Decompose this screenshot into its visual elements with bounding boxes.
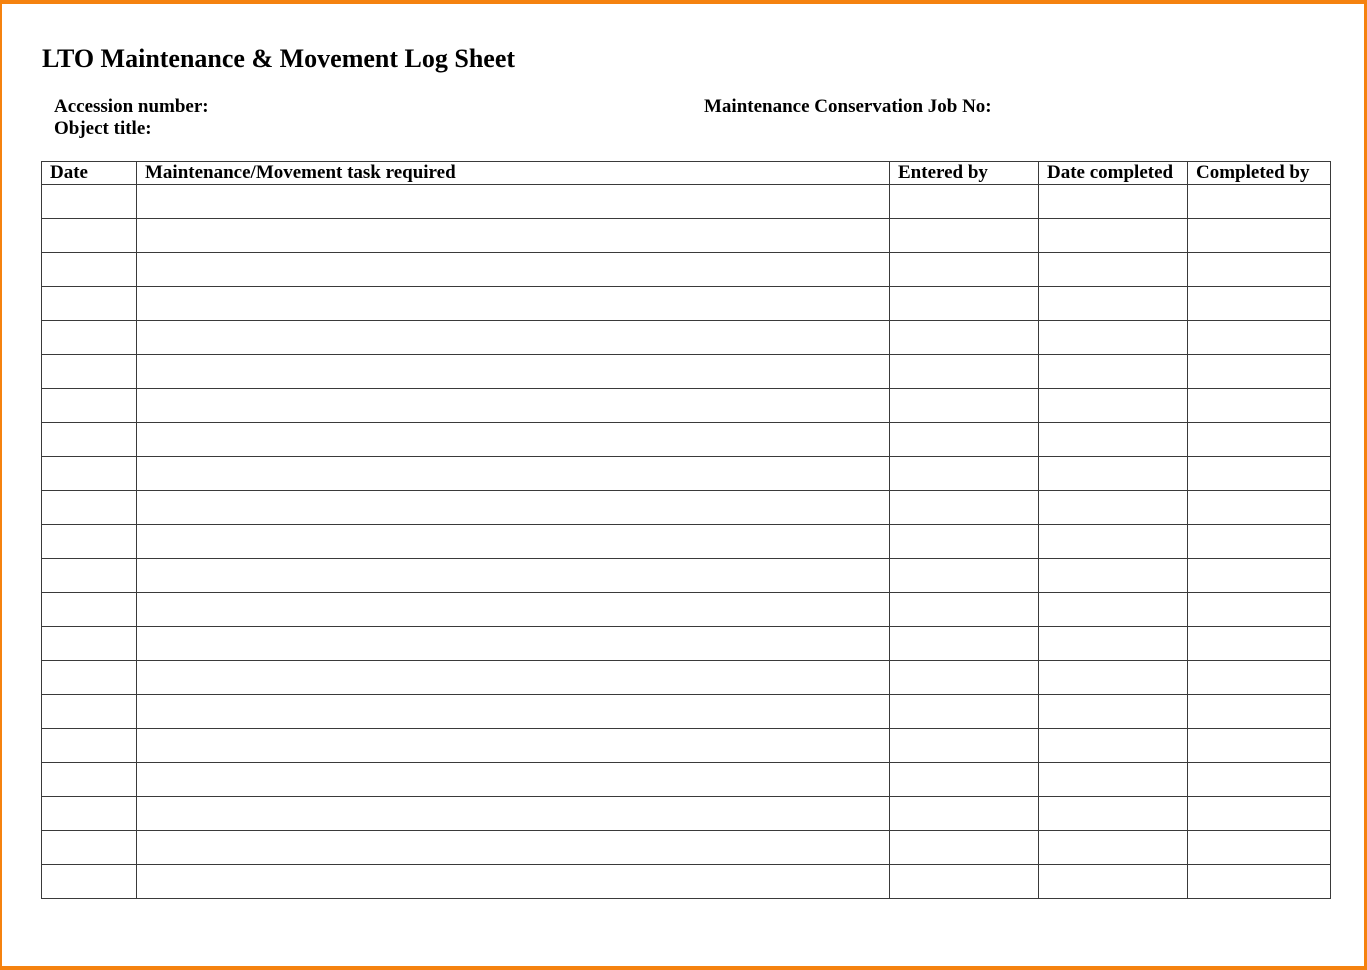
cell-date-completed[interactable] [1039,729,1188,763]
cell-date-completed[interactable] [1039,695,1188,729]
cell-date[interactable] [42,593,137,627]
cell-completed-by[interactable] [1188,661,1331,695]
cell-entered-by[interactable] [890,423,1039,457]
cell-completed-by[interactable] [1188,457,1331,491]
cell-task[interactable] [137,763,890,797]
cell-task[interactable] [137,253,890,287]
accession-number-label: Accession number: [54,96,209,117]
cell-completed-by[interactable] [1188,763,1331,797]
cell-completed-by[interactable] [1188,797,1331,831]
cell-entered-by[interactable] [890,627,1039,661]
cell-task[interactable] [137,661,890,695]
cell-date[interactable] [42,219,137,253]
cell-date[interactable] [42,185,137,219]
cell-entered-by[interactable] [890,287,1039,321]
cell-entered-by[interactable] [890,525,1039,559]
table-row [42,763,1331,797]
table-row [42,865,1331,899]
cell-date[interactable] [42,559,137,593]
cell-date-completed[interactable] [1039,321,1188,355]
cell-entered-by[interactable] [890,219,1039,253]
cell-entered-by[interactable] [890,797,1039,831]
table-row [42,797,1331,831]
cell-date[interactable] [42,423,137,457]
cell-date-completed[interactable] [1039,219,1188,253]
cell-date-completed[interactable] [1039,661,1188,695]
cell-completed-by[interactable] [1188,321,1331,355]
log-table-body [42,185,1331,899]
job-number-label: Maintenance Conservation Job No: [704,96,992,117]
cell-date-completed[interactable] [1039,627,1188,661]
cell-completed-by[interactable] [1188,525,1331,559]
table-row [42,729,1331,763]
cell-completed-by[interactable] [1188,729,1331,763]
cell-date[interactable] [42,491,137,525]
column-header-date: Date [42,162,137,185]
table-row [42,253,1331,287]
cell-entered-by[interactable] [890,185,1039,219]
cell-completed-by[interactable] [1188,185,1331,219]
table-row [42,559,1331,593]
cell-date-completed[interactable] [1039,389,1188,423]
cell-date-completed[interactable] [1039,185,1188,219]
cell-completed-by[interactable] [1188,695,1331,729]
column-header-date-completed: Date completed [1039,162,1188,185]
cell-task[interactable] [137,525,890,559]
column-header-entered-by: Entered by [890,162,1039,185]
cell-date-completed[interactable] [1039,423,1188,457]
table-row [42,321,1331,355]
cell-task[interactable] [137,219,890,253]
cell-entered-by[interactable] [890,253,1039,287]
cell-date[interactable] [42,457,137,491]
cell-completed-by[interactable] [1188,389,1331,423]
cell-entered-by[interactable] [890,389,1039,423]
cell-entered-by[interactable] [890,355,1039,389]
cell-completed-by[interactable] [1188,491,1331,525]
cell-entered-by[interactable] [890,457,1039,491]
table-row [42,423,1331,457]
cell-date-completed[interactable] [1039,797,1188,831]
cell-date-completed[interactable] [1039,491,1188,525]
cell-date-completed[interactable] [1039,865,1188,899]
cell-task[interactable] [137,797,890,831]
cell-date-completed[interactable] [1039,287,1188,321]
cell-date[interactable] [42,253,137,287]
table-row [42,695,1331,729]
table-row [42,525,1331,559]
cell-date[interactable] [42,525,137,559]
cell-completed-by[interactable] [1188,287,1331,321]
cell-date[interactable] [42,355,137,389]
cell-task[interactable] [137,389,890,423]
cell-date-completed[interactable] [1039,525,1188,559]
table-row [42,287,1331,321]
cell-task[interactable] [137,423,890,457]
cell-entered-by[interactable] [890,593,1039,627]
cell-date-completed[interactable] [1039,763,1188,797]
cell-task[interactable] [137,185,890,219]
cell-completed-by[interactable] [1188,253,1331,287]
table-row [42,219,1331,253]
cell-date[interactable] [42,695,137,729]
cell-task[interactable] [137,627,890,661]
cell-date[interactable] [42,831,137,865]
table-row [42,593,1331,627]
cell-task[interactable] [137,287,890,321]
cell-date-completed[interactable] [1039,593,1188,627]
table-row [42,627,1331,661]
cell-completed-by[interactable] [1188,593,1331,627]
cell-task[interactable] [137,593,890,627]
table-row [42,661,1331,695]
cell-date-completed[interactable] [1039,253,1188,287]
cell-date[interactable] [42,627,137,661]
table-row [42,491,1331,525]
table-row [42,355,1331,389]
cell-task[interactable] [137,831,890,865]
cell-task[interactable] [137,491,890,525]
cell-task[interactable] [137,355,890,389]
cell-date[interactable] [42,287,137,321]
cell-task[interactable] [137,559,890,593]
table-row [42,457,1331,491]
cell-completed-by[interactable] [1188,865,1331,899]
cell-task[interactable] [137,321,890,355]
cell-date-completed[interactable] [1039,831,1188,865]
cell-completed-by[interactable] [1188,219,1331,253]
table-row [42,831,1331,865]
cell-entered-by[interactable] [890,661,1039,695]
cell-task[interactable] [137,729,890,763]
cell-completed-by[interactable] [1188,423,1331,457]
cell-entered-by[interactable] [890,865,1039,899]
cell-date-completed[interactable] [1039,457,1188,491]
cell-date[interactable] [42,797,137,831]
cell-completed-by[interactable] [1188,559,1331,593]
column-header-completed-by: Completed by [1188,162,1331,185]
cell-date[interactable] [42,763,137,797]
cell-entered-by[interactable] [890,321,1039,355]
cell-task[interactable] [137,457,890,491]
cell-completed-by[interactable] [1188,831,1331,865]
page-title: LTO Maintenance & Movement Log Sheet [42,44,516,73]
cell-date[interactable] [42,389,137,423]
cell-date[interactable] [42,661,137,695]
cell-entered-by[interactable] [890,491,1039,525]
cell-date-completed[interactable] [1039,559,1188,593]
cell-date[interactable] [42,729,137,763]
cell-date[interactable] [42,865,137,899]
table-row [42,185,1331,219]
cell-entered-by[interactable] [890,729,1039,763]
cell-task[interactable] [137,695,890,729]
cell-task[interactable] [137,865,890,899]
table-header-row [42,162,1331,185]
table-row [42,389,1331,423]
cell-entered-by[interactable] [890,559,1039,593]
object-title-label: Object title: [54,118,152,139]
cell-date[interactable] [42,321,137,355]
cell-completed-by[interactable] [1188,627,1331,661]
cell-entered-by[interactable] [890,763,1039,797]
cell-entered-by[interactable] [890,831,1039,865]
log-table [41,161,1331,899]
column-header-task: Maintenance/Movement task required [137,162,890,185]
cell-completed-by[interactable] [1188,355,1331,389]
cell-entered-by[interactable] [890,695,1039,729]
cell-date-completed[interactable] [1039,355,1188,389]
